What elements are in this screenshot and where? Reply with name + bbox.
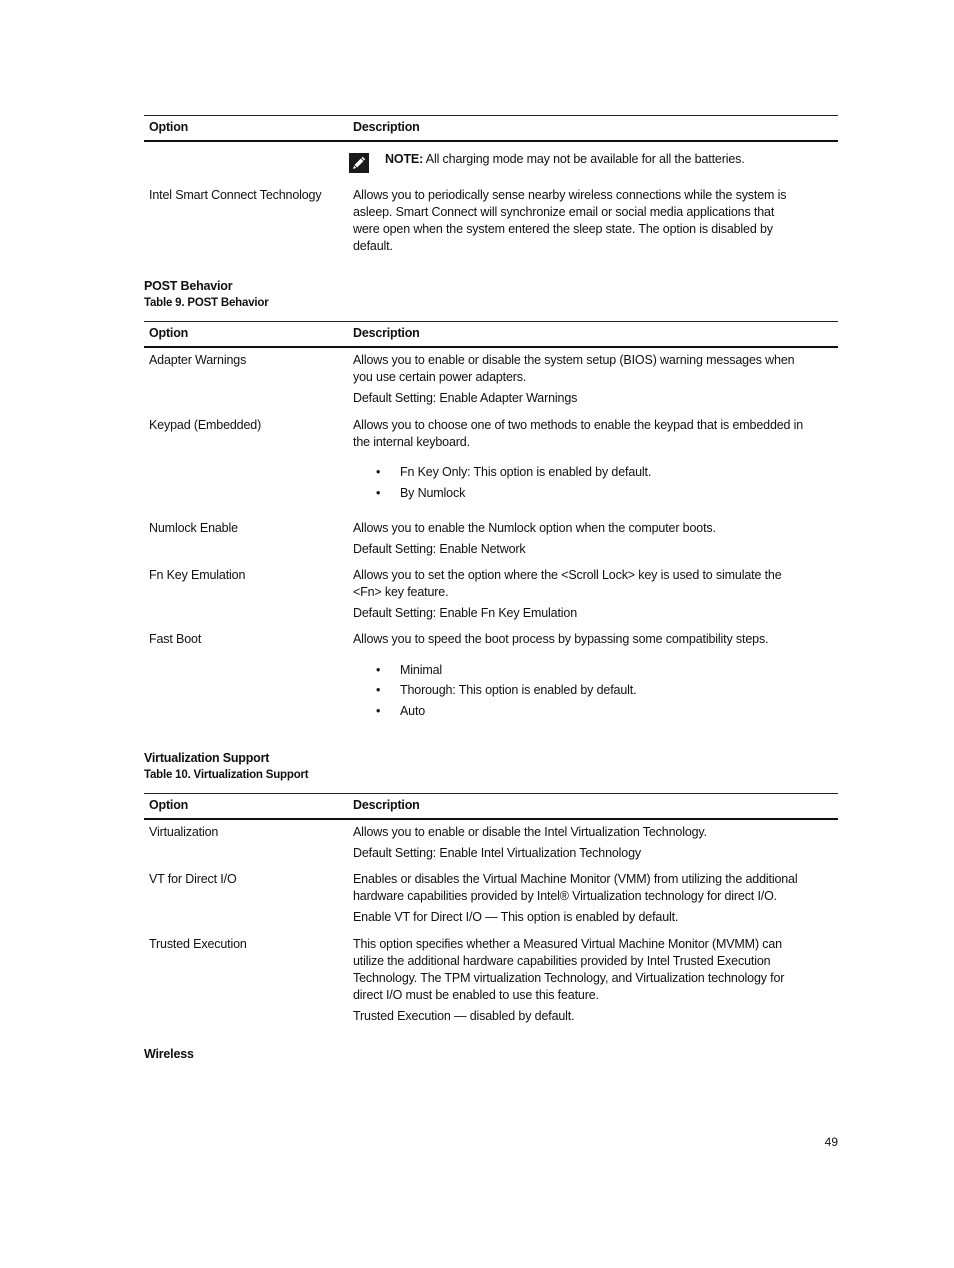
description-line: Allows you to set the option where the <Scroll Lock> key is used to simulate the <box>353 568 782 582</box>
description-virtualization <box>353 824 838 841</box>
table-top-rule <box>144 321 838 322</box>
default-setting-fn-key-emulation: Default Setting: Enable Fn Key Emulation <box>353 606 577 620</box>
option-keypad-embedded: Keypad (Embedded) <box>149 418 262 432</box>
description-intel-smart-connect <box>353 187 838 255</box>
table-header-rule <box>144 140 838 142</box>
description-line: Allows you to choose one of two methods to enable the keypad that is embedded in <box>353 418 804 432</box>
option-intel-smart-connect: Intel Smart Connect Technology <box>149 188 322 202</box>
description-line: Allows you to enable or disable the system setup (BIOS) warning messages when <box>353 353 795 367</box>
column-header-option: Option <box>149 798 189 812</box>
description-line: Technology. The TPM virtualization Technology, and Virtualization technology for <box>353 971 785 985</box>
option-vt-for-direct-io: VT for Direct I/O <box>149 872 237 886</box>
page-number: 49 <box>824 1135 838 1149</box>
option-trusted-execution: Trusted Execution <box>149 937 247 951</box>
list-item-text: Thorough: This option is enabled by default. <box>400 683 637 697</box>
option-fast-boot: Fast Boot <box>149 632 202 646</box>
table-header-rule <box>144 818 838 820</box>
bullet-icon: • <box>376 465 381 479</box>
description-line: were open when the system entered the sleep state. The option is disabled by <box>353 222 773 236</box>
description-numlock-enable <box>353 520 838 537</box>
option-fn-key-emulation: Fn Key Emulation <box>149 568 246 582</box>
description-line: direct I/O must be enabled to use this feature. <box>353 988 599 1002</box>
note-pencil-icon <box>349 153 369 173</box>
option-virtualization: Virtualization <box>149 825 219 839</box>
column-header-option: Option <box>149 326 189 340</box>
description-line: default. <box>353 239 393 253</box>
column-header-description: Description <box>353 326 420 340</box>
table-top-rule <box>144 115 838 116</box>
description-line: This option specifies whether a Measured Virtual Machine Monitor (MVMM) can <box>353 937 782 951</box>
column-header-option: Option <box>149 120 189 134</box>
table-header-rule <box>144 346 838 348</box>
list-item-text: Minimal <box>400 663 443 677</box>
list-item-text: Fn Key Only: This option is enabled by default. <box>400 465 652 479</box>
note-body: All charging mode may not be available for all the batteries. <box>425 152 745 166</box>
section-title-virtualization-support: Virtualization Support <box>144 751 270 765</box>
description-fast-boot <box>353 631 838 648</box>
bullet-icon: • <box>376 663 381 677</box>
table-caption-post-behavior: Table 9. POST Behavior <box>144 297 269 309</box>
table-caption-virtualization-support: Table 10. Virtualization Support <box>144 769 309 781</box>
description-line: <Fn> key feature. <box>353 585 449 599</box>
section-title-wireless: Wireless <box>144 1047 194 1061</box>
default-setting-trusted-execution: Trusted Execution — disabled by default. <box>353 1009 575 1023</box>
description-line: Allows you to speed the boot process by bypassing some compatibility steps. <box>353 632 769 646</box>
section-title-post-behavior: POST Behavior <box>144 279 233 293</box>
note-text <box>385 151 745 168</box>
list-item-text: Auto <box>400 704 426 718</box>
description-trusted-execution <box>353 936 838 1004</box>
description-line: Allows you to enable or disable the Intel Virtualization Technology. <box>353 825 707 839</box>
bullet-icon: • <box>376 704 381 718</box>
default-setting-adapter-warnings: Default Setting: Enable Adapter Warnings <box>353 391 578 405</box>
description-adapter-warnings <box>353 352 838 386</box>
description-keypad-embedded <box>353 417 838 451</box>
default-setting-virtualization: Default Setting: Enable Intel Virtualization Technology <box>353 846 642 860</box>
description-fn-key-emulation <box>353 567 838 601</box>
description-line: Enables or disables the Virtual Machine Monitor (VMM) from utilizing the additional <box>353 872 798 886</box>
bullet-icon: • <box>376 683 381 697</box>
default-setting-vt-for-direct-io: Enable VT for Direct I/O — This option is enabled by default. <box>353 910 679 924</box>
list-item-text: By Numlock <box>400 486 466 500</box>
description-line: Allows you to periodically sense nearby wireless connections while the system is <box>353 188 787 202</box>
option-numlock-enable: Numlock Enable <box>149 521 238 535</box>
column-header-description: Description <box>353 798 420 812</box>
column-header-description: Description <box>353 120 420 134</box>
note-label: NOTE: <box>385 152 424 166</box>
description-line: asleep. Smart Connect will synchronize email or social media applications that <box>353 205 775 219</box>
description-line: hardware capabilities provided by Intel® Virtualization technology for direct I/O. <box>353 889 777 903</box>
description-line: utilize the additional hardware capabilities provided by Intel Trusted Execution <box>353 954 771 968</box>
option-adapter-warnings: Adapter Warnings <box>149 353 247 367</box>
description-line: Allows you to enable the Numlock option when the computer boots. <box>353 521 716 535</box>
description-line: you use certain power adapters. <box>353 370 527 384</box>
description-vt-for-direct-io <box>353 871 838 905</box>
description-line: the internal keyboard. <box>353 435 470 449</box>
bullet-icon: • <box>376 486 381 500</box>
table-top-rule <box>144 793 838 794</box>
default-setting-numlock-enable: Default Setting: Enable Network <box>353 542 526 556</box>
